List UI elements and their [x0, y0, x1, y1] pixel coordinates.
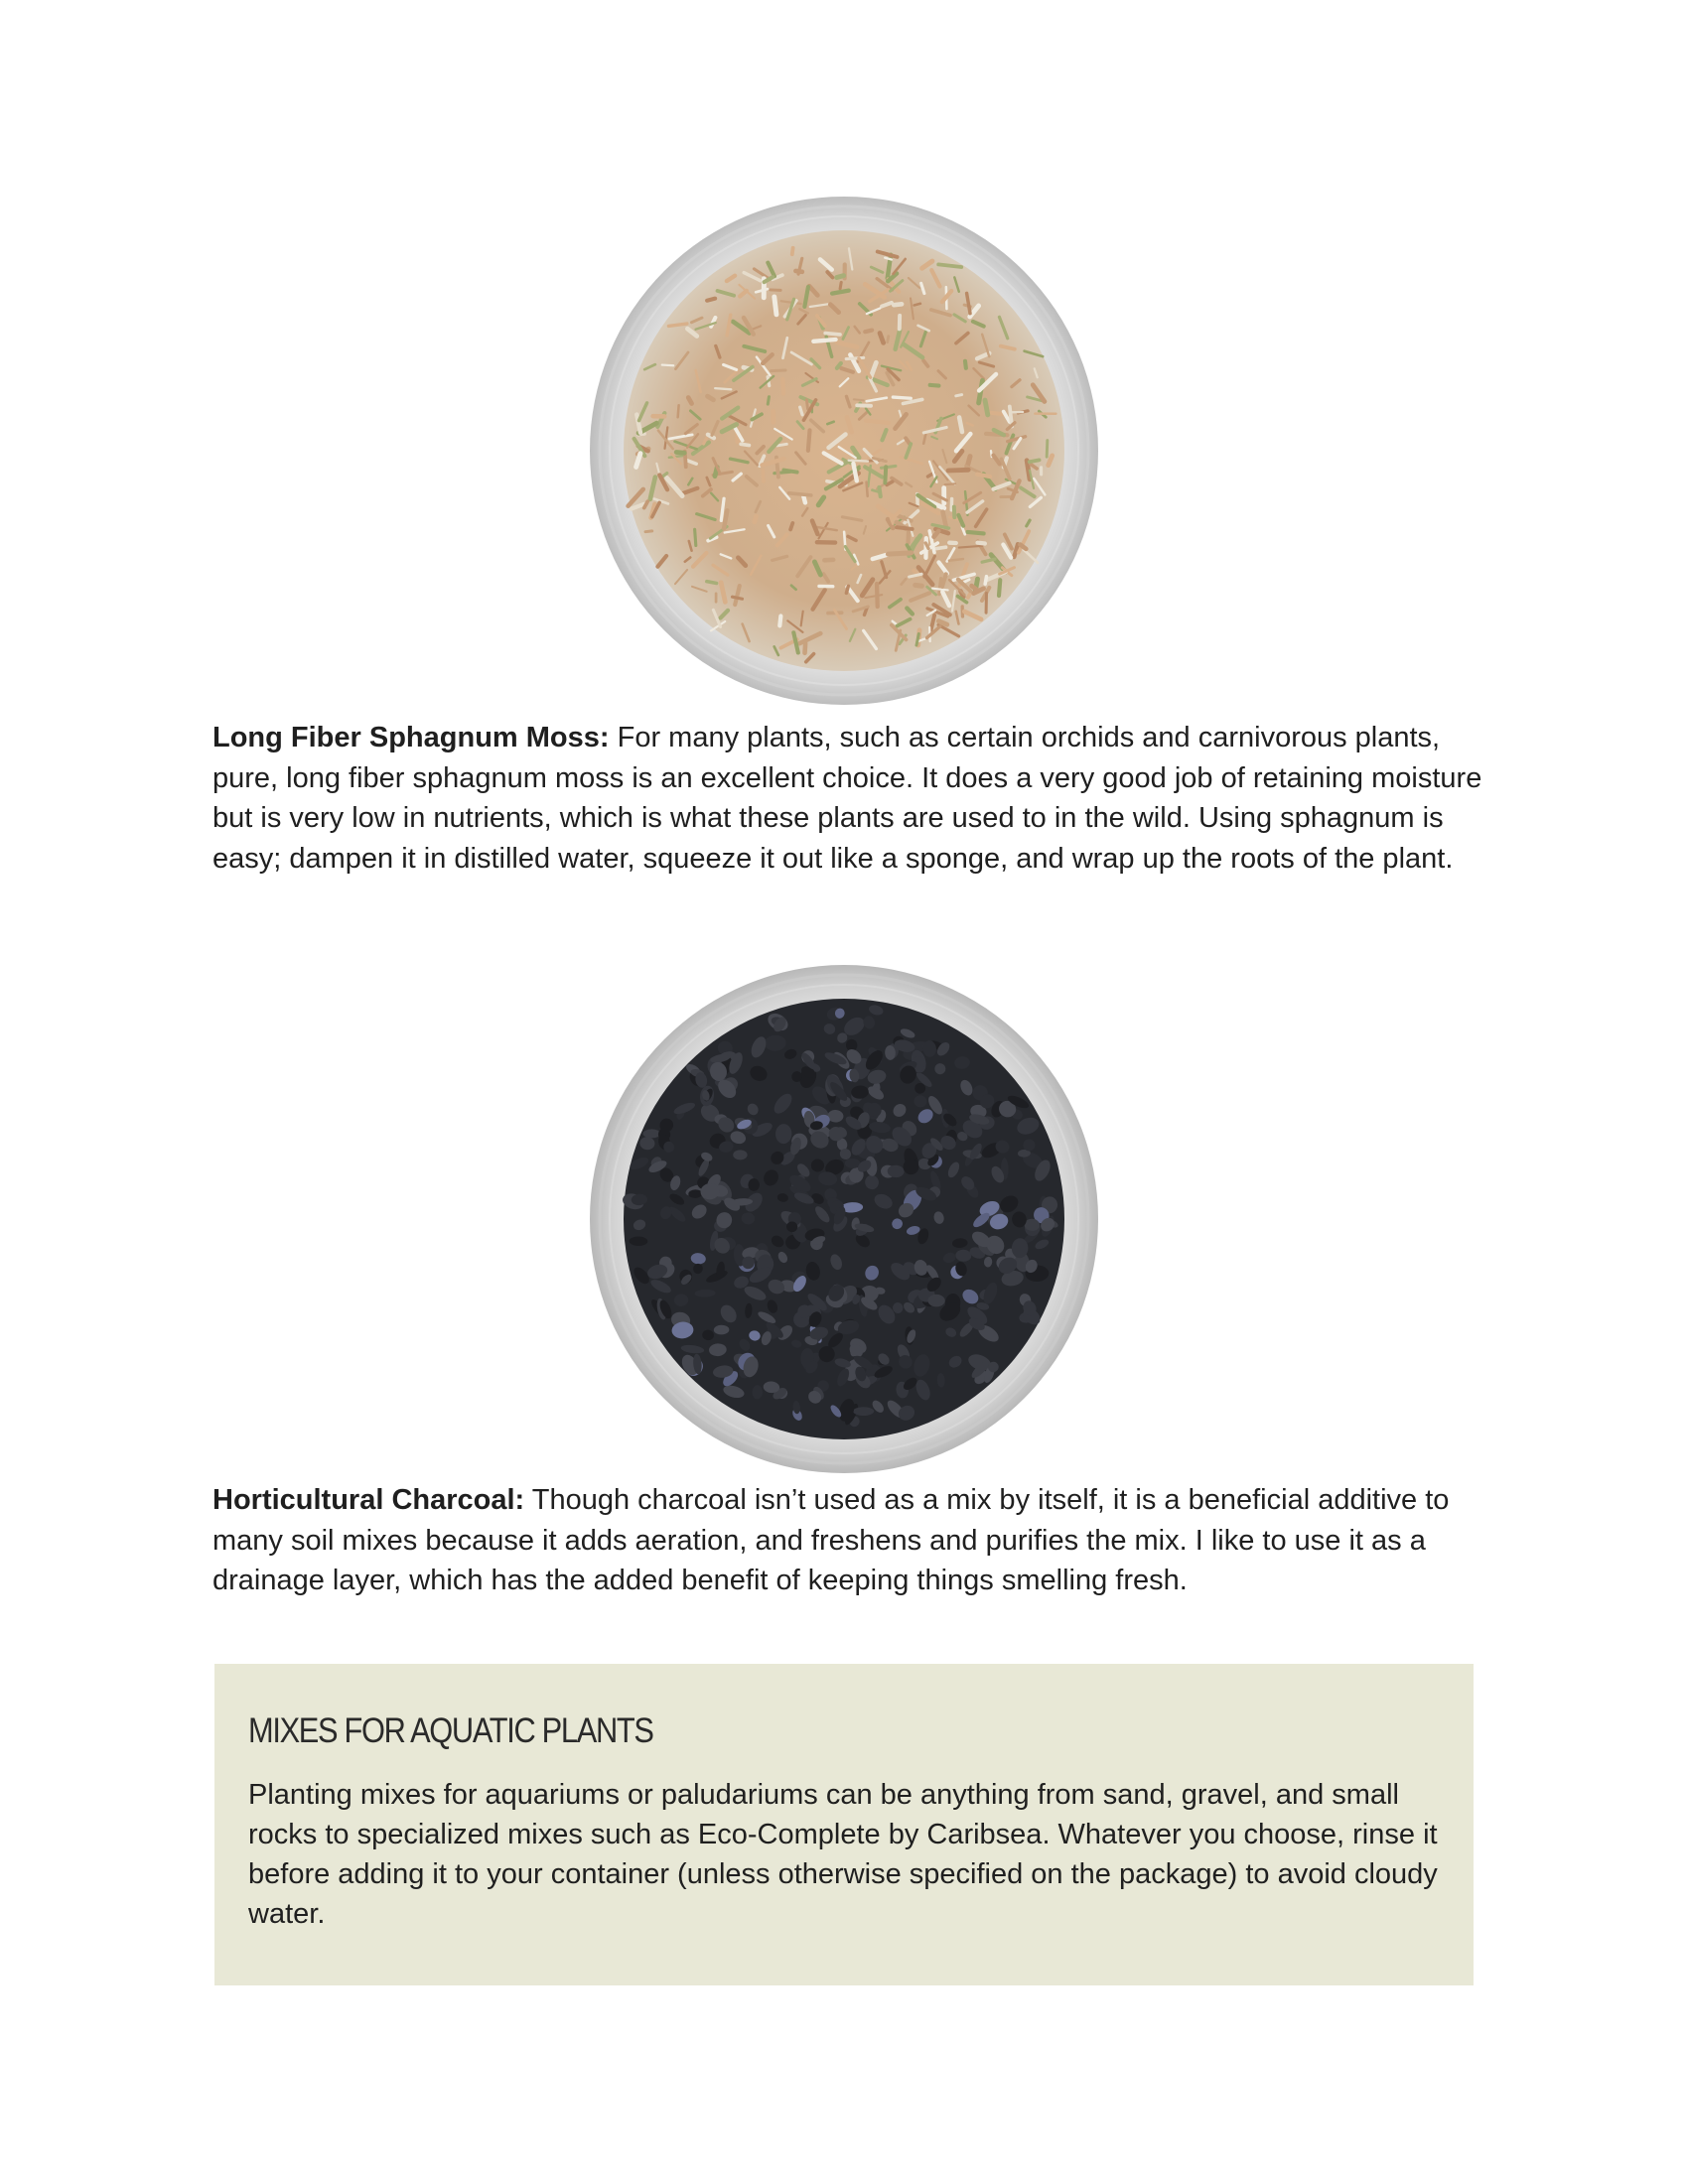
- charcoal-photo: [588, 963, 1100, 1475]
- horticultural-charcoal-term: Horticultural Charcoal:: [212, 1484, 525, 1516]
- sphagnum-moss-text: For many plants, such as certain orchids and carnivorous plants, pure, long fiber sphagnum moss is an excellent choice. It does a very good job of retaining moisture but is very low in nutrients, which is what these plants are used to in the wild. Using sphagnum is easy; dampen it in distilled water, squeeze it out like a sponge, and wrap up the roots of the plant.: [212, 722, 1482, 875]
- sphagnum-moss-description: [212, 718, 1483, 879]
- horticultural-charcoal-description: [212, 1480, 1483, 1601]
- sidebar-body: Planting mixes for aquariums or paludariums can be anything from sand, gravel, and small rocks to specialized mixes such as Eco-Complete by Caribsea. Whatever you choose, rinse it before adding it to your container (unless otherwise specified on the package) to avoid cloudy water.: [248, 1779, 1438, 1930]
- aquatic-mixes-sidebar: [214, 1664, 1474, 1985]
- horticultural-charcoal-text: Though charcoal isn’t used as a mix by itself, it is a beneficial additive to many soil mixes because it adds aeration, and freshens and purifies the mix. I like to use it as a drainage layer, which has the added benefit of keeping things smelling fresh.: [212, 1484, 1450, 1596]
- sphagnum-moss-term: Long Fiber Sphagnum Moss:: [212, 722, 610, 753]
- sidebar-title: MIXES FOR AQUATIC PLANTS: [248, 1711, 653, 1750]
- moss-photo: [588, 195, 1100, 707]
